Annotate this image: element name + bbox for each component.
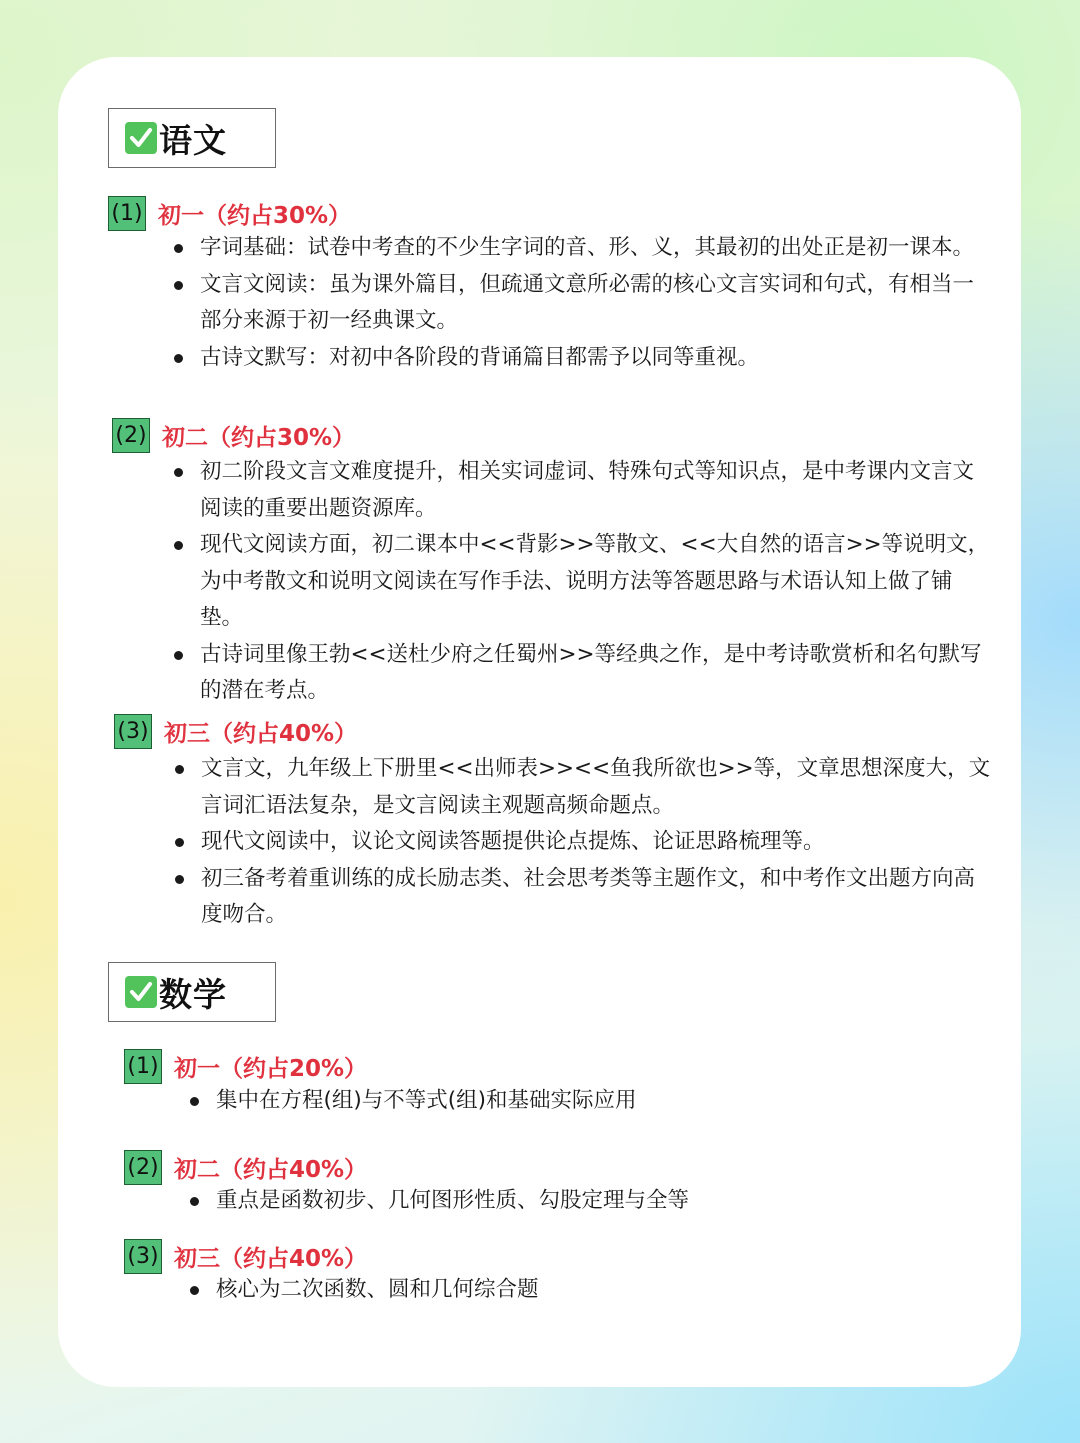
check-mark-icon xyxy=(125,122,157,154)
bullet-dot-icon xyxy=(174,244,183,253)
grade-number-badge: (1) xyxy=(124,1049,162,1084)
bullet-dot-icon xyxy=(190,1197,199,1206)
list-item: 文言文阅读：虽为课外篇目，但疏通文意所必需的核心文言实词和句式，有相当一部分来源于初一经典课文。 xyxy=(174,267,994,340)
list-item: 现代文阅读方面，初二课本中<<背影>>等散文、<<大自然的语言>>等说明文，为中考散文和说明文阅读在写作手法、说明方法等答题思路与术语认知上做了铺垫。 xyxy=(174,527,994,637)
grade-number-badge: (2) xyxy=(124,1150,162,1185)
bullet-dot-icon xyxy=(174,281,183,290)
bullet-dot-icon xyxy=(174,651,183,660)
grade-title: 初三（约占40%） xyxy=(174,1246,368,1272)
bullet-dot-icon xyxy=(175,875,184,884)
grade-title: 初一（约占30%） xyxy=(158,203,352,229)
bullet-dot-icon xyxy=(174,354,183,363)
bullet-dot-icon xyxy=(174,541,183,550)
grade-heading-3 xyxy=(114,714,357,749)
list-item: 古诗文默写：对初中各阶段的背诵篇目都需予以同等重视。 xyxy=(174,340,994,377)
grade-heading-1 xyxy=(108,196,351,231)
bullet-dot-icon xyxy=(175,765,184,774)
grade-item-list xyxy=(174,230,994,376)
list-item: 核心为二次函数、圆和几何综合题 xyxy=(190,1272,950,1309)
grade-number-badge: (3) xyxy=(114,714,152,749)
grade-number-badge: (3) xyxy=(124,1239,162,1274)
grade-item-list xyxy=(174,454,994,710)
subject-header-math xyxy=(108,962,276,1022)
subject-title: 数学 xyxy=(159,974,227,1014)
bullet-dot-icon xyxy=(174,468,183,477)
list-item: 文言文，九年级上下册里<<出师表>><<鱼我所欲也>>等，文章思想深度大，文言词汇语法复杂，是文言阅读主观题高频命题点。 xyxy=(175,751,995,824)
grade-item-list xyxy=(190,1083,950,1120)
grade-heading-2 xyxy=(124,1150,367,1185)
grade-title: 初二（约占30%） xyxy=(162,425,356,451)
content-card xyxy=(58,57,1021,1387)
grade-title: 初二（约占40%） xyxy=(174,1157,368,1183)
grade-heading-2 xyxy=(112,418,355,453)
subject-header-chinese xyxy=(108,108,276,168)
grade-heading-1 xyxy=(124,1049,367,1084)
bullet-dot-icon xyxy=(190,1286,199,1295)
grade-title: 初三（约占40%） xyxy=(164,721,358,747)
grade-item-list xyxy=(190,1183,950,1220)
subject-title: 语文 xyxy=(159,120,227,160)
grade-item-list xyxy=(175,751,995,934)
check-mark-icon xyxy=(125,976,157,1008)
bullet-dot-icon xyxy=(175,838,184,847)
bullet-dot-icon xyxy=(190,1097,199,1106)
list-item: 字词基础：试卷中考查的不少生字词的音、形、义，其最初的出处正是初一课本。 xyxy=(174,230,994,267)
list-item: 古诗词里像王勃<<送杜少府之任蜀州>>等经典之作，是中考诗歌赏析和名句默写的潜在考点。 xyxy=(174,637,994,710)
grade-number-badge: (1) xyxy=(108,196,146,231)
list-item: 现代文阅读中，议论文阅读答题提供论点提炼、论证思路梳理等。 xyxy=(175,824,995,861)
grade-number-badge: (2) xyxy=(112,418,150,453)
list-item: 初二阶段文言文难度提升，相关实词虚词、特殊句式等知识点，是中考课内文言文阅读的重要出题资源库。 xyxy=(174,454,994,527)
list-item: 集中在方程(组)与不等式(组)和基础实际应用 xyxy=(190,1083,950,1120)
grade-item-list xyxy=(190,1272,950,1309)
list-item: 重点是函数初步、几何图形性质、勾股定理与全等 xyxy=(190,1183,950,1220)
list-item: 初三备考着重训练的成长励志类、社会思考类等主题作文，和中考作文出题方向高度吻合。 xyxy=(175,861,995,934)
grade-heading-3 xyxy=(124,1239,367,1274)
grade-title: 初一（约占20%） xyxy=(174,1056,368,1082)
